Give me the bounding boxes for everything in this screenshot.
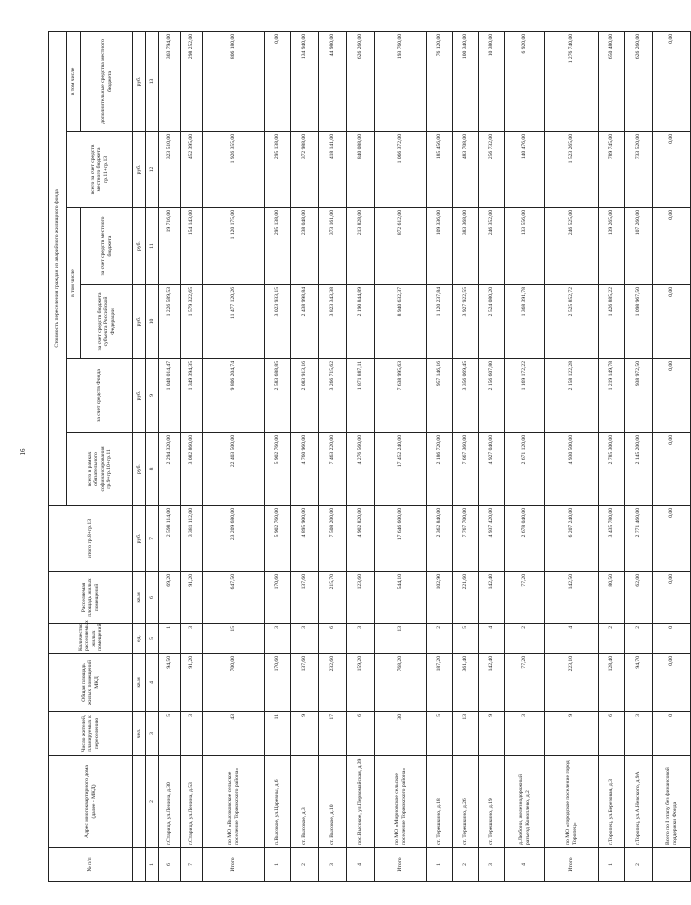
table-header	[49, 31, 159, 881]
table-row	[375, 31, 427, 881]
row-mandatory: 4 927 040,00	[479, 433, 505, 506]
row-address: пос.Высокое, ул.Первомайская, д.39	[347, 756, 375, 848]
row-number: 1	[427, 848, 453, 882]
row-local-total: 1 926 355,00	[203, 132, 265, 208]
row-residents: 11	[265, 712, 291, 756]
row-address: д.Любони, железнодорожный разъезд Коноплево, д.2	[505, 756, 545, 848]
row-total: 0,00	[653, 506, 691, 572]
row-address: п.Высокое, ул.Царевны, д.6	[265, 756, 291, 848]
row-additional: 626 260,00	[347, 31, 375, 131]
row-number: 4	[505, 848, 545, 882]
row-local-mand: 246 525,00	[545, 208, 599, 285]
row-additional: 6 920,00	[505, 31, 545, 131]
table-row	[181, 31, 203, 881]
row-additional: 650 480,00	[599, 31, 625, 131]
row-mandatory: 2 145 200,00	[625, 433, 653, 506]
row-rooms-area: 0,00	[653, 572, 691, 624]
column-numbers-row	[146, 31, 159, 881]
row-local-mand: 107 260,00	[625, 208, 653, 285]
row-rooms-area: 123,60	[347, 572, 375, 624]
rotated-table-area	[48, 32, 678, 882]
row-rooms-count: 2	[427, 624, 453, 654]
row-regional: 1 426 885,22	[599, 285, 625, 359]
row-regional: 3 023 933,15	[265, 285, 291, 359]
row-mandatory: 0,00	[653, 433, 691, 506]
row-rooms-area: 221,60	[453, 572, 479, 624]
column-number: 12	[146, 132, 159, 208]
row-rooms-count: 3	[265, 624, 291, 654]
table-row	[453, 31, 479, 881]
table-row	[319, 31, 347, 881]
header-incl2: в том числе	[67, 31, 81, 131]
page-number: 16	[19, 448, 27, 456]
unit-cell: чел.	[133, 712, 146, 756]
row-fund: 3 356 069,45	[453, 359, 479, 433]
unit-cell: руб.	[133, 132, 146, 208]
row-residents: 3	[505, 712, 545, 756]
row-number: 1	[265, 848, 291, 882]
table-row	[347, 31, 375, 881]
row-additional: 100 340,00	[453, 31, 479, 131]
row-residents: 9	[291, 712, 319, 756]
row-local-total: 0,00	[653, 132, 691, 208]
row-total: 3 381 112,00	[181, 506, 203, 572]
row-residents: 6	[347, 712, 375, 756]
row-local-total: 733 520,00	[625, 132, 653, 208]
row-mandatory: 2 785 300,00	[599, 433, 625, 506]
row-number: 4	[347, 848, 375, 882]
row-mandatory: 7 463 220,00	[319, 433, 347, 506]
row-regional: 8 940 632,37	[375, 285, 427, 359]
resettlement-cost-table	[48, 31, 691, 882]
row-mandatory: 17 452 240,00	[375, 433, 427, 506]
row-total: 2 362 840,00	[427, 506, 453, 572]
row-total: 2 678 040,00	[505, 506, 545, 572]
header-regional: за счет средств бюджета субъекта Российской Федерации	[81, 285, 133, 359]
row-address: по МО «Высоковское сельское поселение Торжокского района»	[203, 756, 265, 848]
row-rooms-count: 2	[625, 624, 653, 654]
row-residents: 17	[319, 712, 347, 756]
row-number: Итого	[203, 848, 265, 882]
row-rooms-area: 142,40	[479, 572, 505, 624]
row-fund: 3 266 715,62	[319, 359, 347, 433]
row-regional: 2 524 080,20	[479, 285, 505, 359]
row-mandatory: 22 403 500,00	[203, 433, 265, 506]
column-number: 6	[146, 572, 159, 624]
row-fund: 0,00	[653, 359, 691, 433]
row-regional: 3 823 343,38	[319, 285, 347, 359]
row-rooms-count: 4	[545, 624, 599, 654]
header-num: № п/п	[49, 848, 133, 882]
row-local-total: 483 708,00	[453, 132, 479, 208]
row-residents: 30	[375, 712, 427, 756]
header-address: Адрес многоквартирного дома (далее - МКД)	[49, 756, 133, 848]
unit-cell: ед.	[133, 624, 146, 654]
row-additional: 626 260,00	[625, 31, 653, 131]
row-number: 1	[599, 848, 625, 882]
row-residents: 0	[653, 712, 691, 756]
table-row	[625, 31, 653, 881]
row-number: 2	[453, 848, 479, 882]
row-total-area: 142,40	[479, 654, 505, 712]
row-number: 2	[625, 848, 653, 882]
row-fund: 7 638 995,63	[375, 359, 427, 433]
column-number: 2	[146, 756, 159, 848]
row-local-mand: 383 368,00	[453, 208, 479, 285]
unit-cell	[133, 756, 146, 848]
row-local-total: 256 732,00	[479, 132, 505, 208]
row-local-mand: 238 048,00	[291, 208, 319, 285]
unit-cell: руб.	[133, 285, 146, 359]
row-regional: 1 098 967,50	[625, 285, 653, 359]
row-regional: 1 368 391,78	[505, 285, 545, 359]
row-fund: 1 169 172,22	[505, 359, 545, 433]
table-row	[599, 31, 625, 881]
header-total: итого гр.8+гр.13	[49, 506, 133, 572]
row-local-mand: 246 352,00	[479, 208, 505, 285]
row-fund: 2 583 688,85	[265, 359, 291, 433]
row-regional: 2 190 844,89	[347, 285, 375, 359]
rotated-table-wrapper	[48, 32, 678, 882]
row-total-area: 137,60	[291, 654, 319, 712]
column-number: 13	[146, 31, 159, 131]
unit-cell: кв.м	[133, 572, 146, 624]
row-local-total: 372 988,00	[291, 132, 319, 208]
column-number: 10	[146, 285, 159, 359]
row-local-mand: 139 265,00	[599, 208, 625, 285]
units-row	[133, 31, 146, 881]
header-residents: Число жителей, планируемых к переселению	[49, 712, 133, 756]
row-mandatory: 4 930 500,00	[545, 433, 599, 506]
row-fund: 2 156 607,80	[479, 359, 505, 433]
header-mandatory: всего в рамках обязательного софинансирования гр.9+гр.10+гр.11	[67, 433, 133, 506]
row-rooms-area: 62,00	[625, 572, 653, 624]
header-fund: за счет средств Фонда	[67, 359, 133, 433]
row-address: ст. Высокое, д.10	[319, 756, 347, 848]
row-residents: 3	[181, 712, 203, 756]
row-mandatory: 7 667 360,00	[453, 433, 479, 506]
row-total-area: 128,40	[599, 654, 625, 712]
unit-cell: руб.	[133, 208, 146, 285]
row-mandatory: 4 760 960,00	[291, 433, 319, 506]
row-local-mand: 213 828,00	[347, 208, 375, 285]
row-rooms-area: 142,50	[545, 572, 599, 624]
row-rooms-area: 215,70	[319, 572, 347, 624]
row-regional: 1 579 322,65	[181, 285, 203, 359]
header-additional: дополнительные средства местного бюджета	[81, 31, 133, 131]
row-rooms-count: 13	[375, 624, 427, 654]
row-local-total: 452 395,00	[181, 132, 203, 208]
row-number: Итого	[545, 848, 599, 882]
row-total-area: 170,60	[265, 654, 291, 712]
row-total: 4 937 420,00	[479, 506, 505, 572]
row-address: по МО «городское поселение город Торопец»	[545, 756, 599, 848]
header-total-area: Общая площадь жилых помещений МКД	[49, 654, 133, 712]
header-incl: в том числе	[67, 208, 81, 359]
row-rooms-count: 3	[291, 624, 319, 654]
column-number: 3	[146, 712, 159, 756]
row-rooms-area: 77,20	[505, 572, 545, 624]
row-address: г.Старица, ул.Ленина, д.30	[159, 756, 181, 848]
row-rooms-area: 137,60	[291, 572, 319, 624]
row-total-area: 94,50	[159, 654, 181, 712]
row-local-mand: 295 138,00	[265, 208, 291, 285]
row-additional: 0,00	[265, 31, 291, 131]
table-row	[203, 31, 265, 881]
row-regional: 3 927 922,55	[453, 285, 479, 359]
row-local-mand: 19 716,00	[159, 208, 181, 285]
table-row	[159, 31, 181, 881]
column-number: 5	[146, 624, 159, 654]
row-additional: 10 380,00	[479, 31, 505, 131]
row-rooms-area: 102,90	[427, 572, 453, 624]
unit-cell: руб.	[133, 31, 146, 131]
row-residents: 43	[203, 712, 265, 756]
row-residents: 6	[599, 712, 625, 756]
row-residents: 9	[479, 712, 505, 756]
row-address: Всего по I этапу без финансовой поддержки Фонда	[653, 756, 691, 848]
row-total-area: 768,20	[375, 654, 427, 712]
row-regional: 2 438 998,84	[291, 285, 319, 359]
row-mandatory: 2 671 120,00	[505, 433, 545, 506]
row-rooms-count: 3	[347, 624, 375, 654]
row-number	[653, 848, 691, 882]
row-mandatory: 3 082 860,00	[181, 433, 203, 506]
row-local-mand: 109 336,00	[427, 208, 453, 285]
row-rooms-area: 80,50	[599, 572, 625, 624]
row-fund: 938 972,50	[625, 359, 653, 433]
unit-cell: руб.	[133, 433, 146, 506]
row-fund: 2 083 913,16	[291, 359, 319, 433]
table-row	[427, 31, 453, 881]
row-address: по МО «Мирновское сельское поселение Торжокского района»	[375, 756, 427, 848]
row-rooms-count: 3	[181, 624, 203, 654]
row-local-total: 295 138,00	[265, 132, 291, 208]
row-local-mand: 0,00	[653, 208, 691, 285]
row-rooms-count: 2	[505, 624, 545, 654]
row-total: 23 209 680,00	[203, 506, 265, 572]
row-number: Итого	[375, 848, 427, 882]
row-number: 3	[479, 848, 505, 882]
unit-cell: кв.м	[133, 654, 146, 712]
row-total-area: 77,20	[505, 654, 545, 712]
row-address: ст. Терешкино, д.19	[479, 756, 505, 848]
row-residents: 9	[545, 712, 599, 756]
row-total-area: 0,00	[653, 654, 691, 712]
table-row	[291, 31, 319, 881]
row-fund: 1 871 887,11	[347, 359, 375, 433]
column-number: 1	[146, 848, 159, 882]
table-row	[653, 31, 691, 881]
table-row	[505, 31, 545, 881]
row-local-mand: 154 143,00	[181, 208, 203, 285]
column-number: 11	[146, 208, 159, 285]
row-total: 6 207 240,00	[545, 506, 599, 572]
row-total: 7 767 700,00	[453, 506, 479, 572]
column-number: 8	[146, 433, 159, 506]
row-regional: 1 120 237,84	[427, 285, 453, 359]
row-residents: 3	[625, 712, 653, 756]
row-mandatory: 4 276 560,00	[347, 433, 375, 506]
row-total-area: 187,20	[427, 654, 453, 712]
row-rooms-area: 647,50	[203, 572, 265, 624]
row-additional: 303 794,00	[159, 31, 181, 131]
row-local-total: 323 510,00	[159, 132, 181, 208]
header-cost-group: Стоимость переселения граждан из аварийного жилищного фонда	[49, 31, 67, 505]
table-row	[265, 31, 291, 881]
unit-cell: руб.	[133, 506, 146, 572]
row-rooms-count: 0	[653, 624, 691, 654]
row-local-total: 418 141,00	[319, 132, 347, 208]
row-total-area: 94,70	[625, 654, 653, 712]
row-rooms-count: 6	[319, 624, 347, 654]
row-additional: 0,00	[653, 31, 691, 131]
row-mandatory: 2 186 720,00	[427, 433, 453, 506]
row-local-total: 1 523 265,00	[545, 132, 599, 208]
row-local-total: 789 745,00	[599, 132, 625, 208]
row-rooms-area: 91,20	[181, 572, 203, 624]
row-total: 4 895 900,00	[291, 506, 319, 572]
table-row	[479, 31, 505, 881]
unit-cell: руб.	[133, 359, 146, 433]
row-total: 7 508 200,00	[319, 506, 347, 572]
row-additional: 1 276 740,00	[545, 31, 599, 131]
row-fund: 1 048 014,47	[159, 359, 181, 433]
table-row	[545, 31, 599, 881]
row-rooms-area: 170,60	[265, 572, 291, 624]
row-fund: 957 146,16	[427, 359, 453, 433]
row-mandatory: 5 902 760,00	[265, 433, 291, 506]
row-additional: 76 120,00	[427, 31, 453, 131]
row-local-mand: 133 556,00	[505, 208, 545, 285]
header-local-total: всего за счет средств местного бюджета гр.11+гр.13	[67, 132, 133, 208]
row-total: 5 902 760,00	[265, 506, 291, 572]
row-local-total: 1 066 372,00	[375, 132, 427, 208]
row-residents: 5	[159, 712, 181, 756]
row-local-mand: 373 161,00	[319, 208, 347, 285]
row-rooms-area: 69,20	[159, 572, 181, 624]
row-total: 2 771 460,00	[625, 506, 653, 572]
row-total: 2 598 114,00	[159, 506, 181, 572]
column-number: 7	[146, 506, 159, 572]
row-mandatory: 2 294 320,00	[159, 433, 181, 506]
row-total-area: 159,20	[347, 654, 375, 712]
row-number: 2	[291, 848, 319, 882]
row-rooms-count: 5	[453, 624, 479, 654]
row-number: 7	[181, 848, 203, 882]
row-rooms-area: 544,10	[375, 572, 427, 624]
header-rooms-area: Расселяемая площадь жилых помещений	[49, 572, 133, 624]
row-fund: 1 219 149,78	[599, 359, 625, 433]
row-address: г.Торопец, ул.Березовая, д.3	[599, 756, 625, 848]
row-rooms-count: 2	[599, 624, 625, 654]
row-rooms-count: 1	[159, 624, 181, 654]
row-address: г.Торопец, ул.А.Невского, д.9А	[625, 756, 653, 848]
row-rooms-count: 15	[203, 624, 265, 654]
row-local-mand: 1 120 175,00	[203, 208, 265, 285]
row-local-total: 840 088,00	[347, 132, 375, 208]
row-address: ст. Высокое, д.3	[291, 756, 319, 848]
row-rooms-count: 4	[479, 624, 505, 654]
row-address: ст. Терешкино, д.26	[453, 756, 479, 848]
row-fund: 2 158 122,28	[545, 359, 599, 433]
table-body	[159, 31, 691, 881]
row-local-mand: 872 612,00	[375, 208, 427, 285]
row-total: 3 435 780,00	[599, 506, 625, 572]
row-total-area: 91,20	[181, 654, 203, 712]
row-regional: 0,00	[653, 285, 691, 359]
unit-cell	[133, 848, 146, 882]
row-additional: 806 180,00	[203, 31, 265, 131]
row-additional: 134 940,00	[291, 31, 319, 131]
header-local-mand: за счет средств местного бюджета	[81, 208, 133, 285]
row-total-area: 700,00	[203, 654, 265, 712]
row-total-area: 361,40	[453, 654, 479, 712]
row-additional: 193 760,00	[375, 31, 427, 131]
row-local-total: 185 456,00	[427, 132, 453, 208]
row-total-area: 232,60	[319, 654, 347, 712]
row-residents: 13	[453, 712, 479, 756]
column-number: 4	[146, 654, 159, 712]
column-number: 9	[146, 359, 159, 433]
row-regional: 11 477 120,26	[203, 285, 265, 359]
row-fund: 9 806 204,74	[203, 359, 265, 433]
row-regional: 1 226 589,53	[159, 285, 181, 359]
row-total: 4 902 820,00	[347, 506, 375, 572]
row-local-total: 140 476,00	[505, 132, 545, 208]
header-rooms-count: Количество расселяемых жилых помещений	[49, 624, 133, 654]
row-number: 3	[319, 848, 347, 882]
row-fund: 1 349 394,35	[181, 359, 203, 433]
row-residents: 5	[427, 712, 453, 756]
row-address: ст. Терешкино, д.18	[427, 756, 453, 848]
row-number: 6	[159, 848, 181, 882]
row-regional: 2 525 852,72	[545, 285, 599, 359]
row-additional: 44 980,00	[319, 31, 347, 131]
row-address: г.Старица, ул.Ленина, д.53	[181, 756, 203, 848]
row-total: 17 646 600,00	[375, 506, 427, 572]
row-additional: 298 252,00	[181, 31, 203, 131]
row-total-area: 223,10	[545, 654, 599, 712]
